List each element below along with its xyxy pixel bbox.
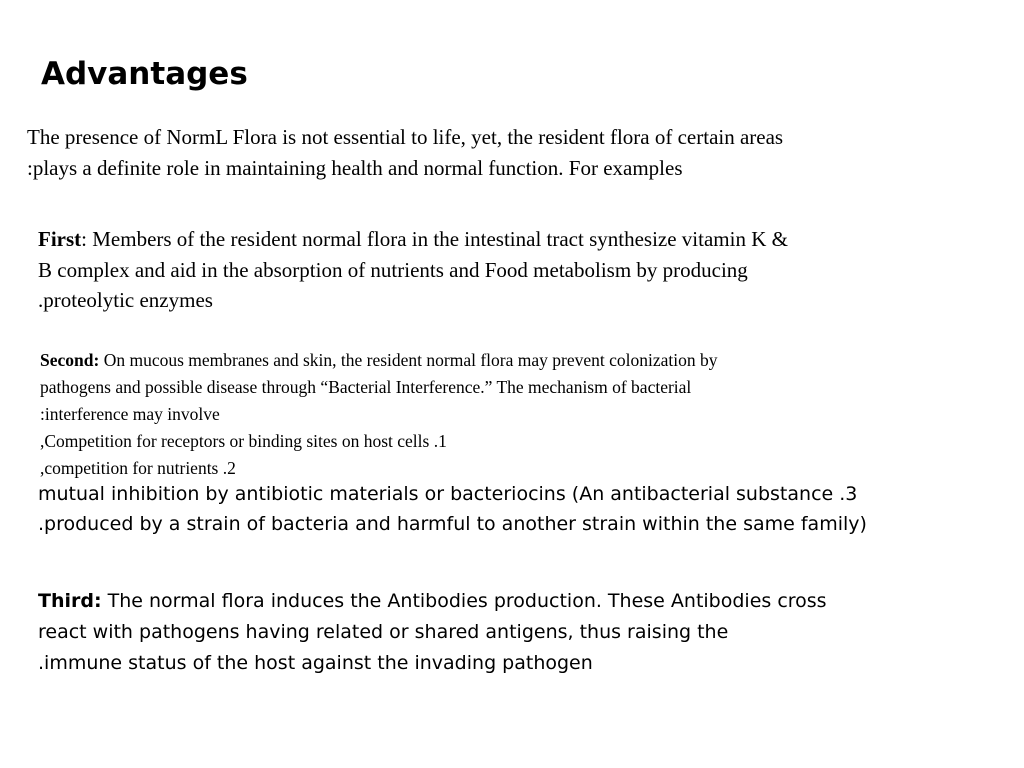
item3-line-2: .produced by a strain of bacteria and harmful to another strain within the same family)	[38, 513, 867, 535]
list-item-3	[38, 479, 867, 539]
list-item-2: ,competition for nutrients .2	[40, 458, 236, 478]
third-label: Third:	[38, 590, 102, 612]
first-line-1	[38, 224, 788, 255]
list-item-1: ,Competition for receptors or binding sites on host cells .1	[40, 431, 447, 451]
second-line-2: pathogens and possible disease through “Bacterial Interference.” The mechanism of bacterial	[40, 377, 692, 397]
first-line-2: B complex and aid in the absorption of nutrients and Food metabolism by producing	[38, 257, 748, 282]
third-line-2: react with pathogens having related or shared antigens, thus raising the	[38, 621, 729, 643]
first-paragraph	[38, 224, 788, 316]
second-paragraph	[40, 347, 717, 482]
first-line-3: .proteolytic enzymes	[38, 288, 213, 312]
intro-line-1: The presence of NormL Flora is not essential to life, yet, the resident flora of certain areas	[27, 125, 784, 149]
third-line-1-text: The normal flora induces the Antibodies production. These Antibodies cross	[101, 590, 827, 612]
intro-line-2: :plays a definite role in maintaining health and normal function. For examples	[27, 156, 683, 180]
intro-paragraph	[27, 122, 783, 184]
second-line-1-text: On mucous membranes and skin, the resident normal flora may prevent colonization by	[99, 350, 718, 370]
first-label: First	[38, 227, 82, 251]
first-line-1-text: : Members of the resident normal flora in the intestinal tract synthesize vitamin K &	[81, 227, 788, 251]
third-line-3: .immune status of the host against the invading pathogen	[38, 652, 593, 674]
third-line-1	[38, 586, 827, 617]
slide-title: Advantages	[41, 56, 248, 92]
second-line-1	[40, 347, 717, 374]
second-label: Second:	[40, 350, 100, 370]
item3-line-1: mutual inhibition by antibiotic materials or bacteriocins (An antibacterial substance .3	[38, 483, 858, 505]
third-paragraph	[38, 586, 827, 679]
second-line-3: :interference may involve	[40, 404, 220, 424]
